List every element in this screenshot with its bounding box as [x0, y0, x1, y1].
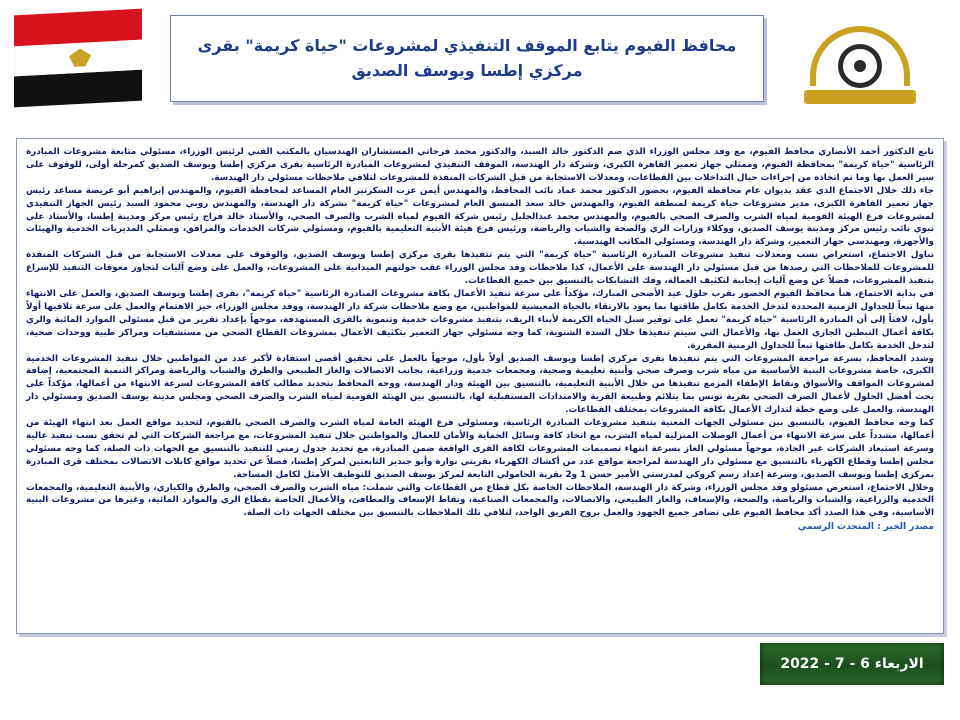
logo-base — [804, 90, 916, 104]
article-paragraph: تابع الدكتور أحمد الأنصاري محافظ الفيوم، مع وفد مجلس الوزراء الذي ضم الدكتور خالد السيد، والدكتور محمد فرحاتي المستشاران الهندسيان بالمكتب الفني لرئيس الوزراء، مسئولي متابعة مشروعات المبادرة الرئاسية "حياة كريمة" بمحافظة الفيوم، وممثلي جهاز تعمير القاهرة الكبرى، وشركة دار الهندسة، الموقف التنفيذي لمشروعات المبادرة الرئاسية بقرى مركزي إطسا ويوسف الصديق كمرحلة أولى، للوقوف على سير العمل بها وما تم اتخاذه من إجراءات حيال التداخلات بين القطاعات، ومعدلات الاستجابة من قبل الشركات المنفذة للمشروعات لتلافي ملاحظات مسئولي دار الهندسة. — [26, 147, 934, 183]
page-title: محافظ الفيوم يتابع الموقف التنفيذي لمشروعات "حياة كريمة" بقرى مركزي إطسا ويوسف الصديق — [197, 35, 737, 80]
publish-date: الاربعاء 6 - 7 - 2022 — [780, 656, 924, 672]
article-paragraph: وخلال الاجتماع، استعرض مسئولو وفد مجلس الوزراء، وشركة دار الهندسة، الملاحظات الخاصة بكل قطاع من القطاعات والتي شملت: مياه الشرب والصرف الصحي، والطرق والكباري، والأبنية التعليمية، والمجمعات الخدمية والزراعية، والشباب والرياضة، والصحة، والإسعاف، والغاز الطبيعي، والاتصالات، والمجمعات الصناعية، ونقاط الإسعاف والمطافئ، والأعمال الخاصة بقطاع الري والموارد المائية، وغيرها من مشروعات البنية الأساسية، وفي هذا الصدد أكد محافظ الفيوم على تضافر جميع الجهود والعمل بروح الفريق الواحد، لتلافي تلك الملاحظات بالتنسيق بين مختلف الجهات ذات الصلة. — [26, 482, 934, 519]
article-paragraph: كما وجه محافظ الفيوم، بالتنسيق بين مسئولي الجهات المعنية بتنفيذ مشروعات المبادرة الرئاسية، ومسئولي فرع الهيئة العامة لمياه الشرب والصرف الصحي بالفيوم، لتحديد مواقع العمل بعد انتهاء الهيئة من أعمالها، مشدداً على سرعة الانتهاء من أعمال الوصلات المنزلية لمياه الشرب، مع اتخاذ كافة وسائل الحماية والأمان للعمال والمواطنين خلال تنفيذ المشروعات، مع مراجعة الشركات التي لم تحقق نسب تنفيذ عالية وسرعة استبعاد الشركات غير الجادة، موجهاً مسئولي الغاز بسرعة انتهاء تصميمات المشروعات لكافة القرى الواقعة ضمن المبادرة، مع تحديد جدول زمني للتنفيذ بالتنسيق مع الجهات ذات الصلة، كما وجه مسئولي مجلس إطسا وقطاع الكهرباء بالتنسيق مع مسئولي دار الهندسة لمراجعة مواقع عدد من أكشاك الكهرباء بقريتي نوارة وأبو جندير التابعتين لمركز إطسا، فضلاً عن تحديد مواقع كابلات الاتصالات بمختلف قرى المبادرة بمركزي إطسا ويوسف الصديق، وسرعة إعداد رسم كروكي لمدرستي الأمير حسن 1 و2 بقرية الحامولي التابعة لمركز يوسف الصديق للتوظيف الأمثل لكامل المساحة. — [26, 418, 934, 480]
date-banner — [760, 643, 944, 685]
egypt-flag-icon — [14, 9, 142, 108]
logo-hub — [854, 60, 866, 72]
news-source: مصدر الخبر : المتحدث الرسمي — [797, 522, 934, 533]
article-paragraph: جاء ذلك خلال الاجتماع الذي عقد بديوان عام محافظة الفيوم، بحضور الدكتور محمد عماد نائب المحافظ، والمهندس أيمن عزت السكرتير العام المساعد لمحافظة الفيوم، والمهندس إبراهيم أبو عريضة مساعد رئيس جهاز تعمير القاهرة الكبرى، مدير مشروعات حياة كريمة لمنطقة الفيوم، والمهندس خالد سعد المنسق العام لمشروعات "حياة كريمة" بشركة دار الهندسة، والمهندس روبي محمود السيد رئيس الجهاز التنفيذي لمشروعات فرع الهيئة القومية لمياه الشرب والصرف الصحي بالفيوم، والمهندس محمد عبدالجليل رئيس شركة الفيوم لمياه الشرب والصرف الصحي، والأستاذ خالد فراج رئيس مركز ومدينة إطسا، والأستاذ علي نبوي نائب رئيس مركز ومدينة يوسف الصديق، ووكلاء وزارات الري والصحة والشباب والرياضة، ورئيس فرع هيئة الأبنية التعليمية بالفيوم، ومسئولي شركات الخدمات والمرافق، وممثلي المديريات الخدمية والهيئات والأجهزة، ومهندسي جهاز التعمير، وشركة دار الهندسة، ومسئولي المكاتب الهندسية. — [26, 185, 934, 248]
article-paragraph: تناول الاجتماع، استعراض نسب ومعدلات تنفيذ مشروعات المبادرة الرئاسية "حياة كريمة" التي يتم تنفيذها بقرى مركزي إطسا ويوسف الصديق، والوقوف على معدلات الاستجابة من قبل الشركات المنفذة للمشروعات للملاحظات التي رصدها من قبل مسئولي دار الهندسة على الأعمال، كذا ملاحظات وفد مجلس الوزراء عقب جولتهم الميدانية على المشروعات، والعمل على وضع آليات لتجاوز معوقات التنفيذ للإسراع بتنفيذ المشروعات، فضلاً عن وضع آليات إيجابية لتكثيف العمالة، وفك التشابكات بالتنسيق بين جميع القطاعات. — [26, 250, 934, 287]
article-frame — [16, 138, 944, 634]
article-paragraph: وشدد المحافظ، بسرعة مراجعة المشروعات التي يتم تنفيذها بقرى مركزي إطسا ويوسف الصديق أولاً بأول، موجهاً بالعمل على تحقيق أقصى استفادة لأكبر عدد من المواطنين خلال تنفيذ المشروعات الخدمية الكبرى، خاصة مشروعات البنية الأساسية من مياه شرب وصرف صحي وأبنية تعليمية وصحية، ومجمعات خدمية وزراعية، بجانب الاتصالات والغاز الطبيعي والطرق والشباب والرياضة ومراكز التنمية المجتمعية، إضافة لمشروعات المواقف والأسواق ونقاط الإطفاء المزمع تنفيذها من خلال الأبنية التعليمية، بالتنسيق بين الهيئة ودار الهندسة، ووجه المحافظ بتحديد مطالب كافة المشروعات لسرعة الانتهاء من أعمالها، مؤكداً على بحث أفضل الحلول لأعمال الصرف الصحي بقرية تونس بما يتلائم وطبيعة القرية والامتدادات المستقبلية لها، بالتنسيق بين الهيئة القومية لمياه الشرب والصرف الصحي ومجلس مدينة يوسف الصديق ومسئولي دار الهندسة، والعمل على وضع خطة لتدارك الأعمال بكافة المشروعات بمختلف القطاعات. — [26, 353, 934, 416]
eagle-icon — [69, 48, 91, 67]
fayoum-governorate-logo-icon — [790, 6, 930, 116]
article-paragraph: في بداية الاجتماع، هنأ محافظ الفيوم الحضور بقرب حلول عيد الأضحى المبارك، مؤكداً على سرعة تنفيذ الأعمال بكافة مشروعات المبادرة الرئاسية "حياة كريمة"، بقرى إطسا ويوسف الصديق، والعمل على الانتهاء منها تبعاً للجداول الزمنية المحددة لتدخل الخدمة بكامل طاقتها بما يعود بالارتقاء بالحياة المعيشية للمواطنين، مع وضع ملاحظات شركة دار الهندسة، ووفد مجلس الوزراء، حيز الاهتمام والعمل على سرعة تلافيها أولاً بأول، لافتاً إلى أن المبادرة الرئاسية "حياة كريمة" تعمل على توفير سبل الحياة الكريمة لأبناء الريف، بتنفيذ مشروعات خدمية وتنموية بالقرى المستهدفة، موجهاً بإعداد تقرير من قبل مسئولي الموارد المائية والري بكافة أعمال التبطين الجاري العمل بها، والأعمال التي سيتم تنفيذها خلال السدة الشتوية، كما وجه مسئولي جهاز التعمير بتكثيف الأعمال بمشروعات القطاع الصحي من مستشفيات ومراكز طبية ووحدات صحية، لتدخل الخدمة بكامل طاقتها تبعاً للجداول الزمنية المقررة. — [26, 288, 934, 351]
headline-box — [170, 15, 764, 102]
article-body — [26, 146, 934, 520]
